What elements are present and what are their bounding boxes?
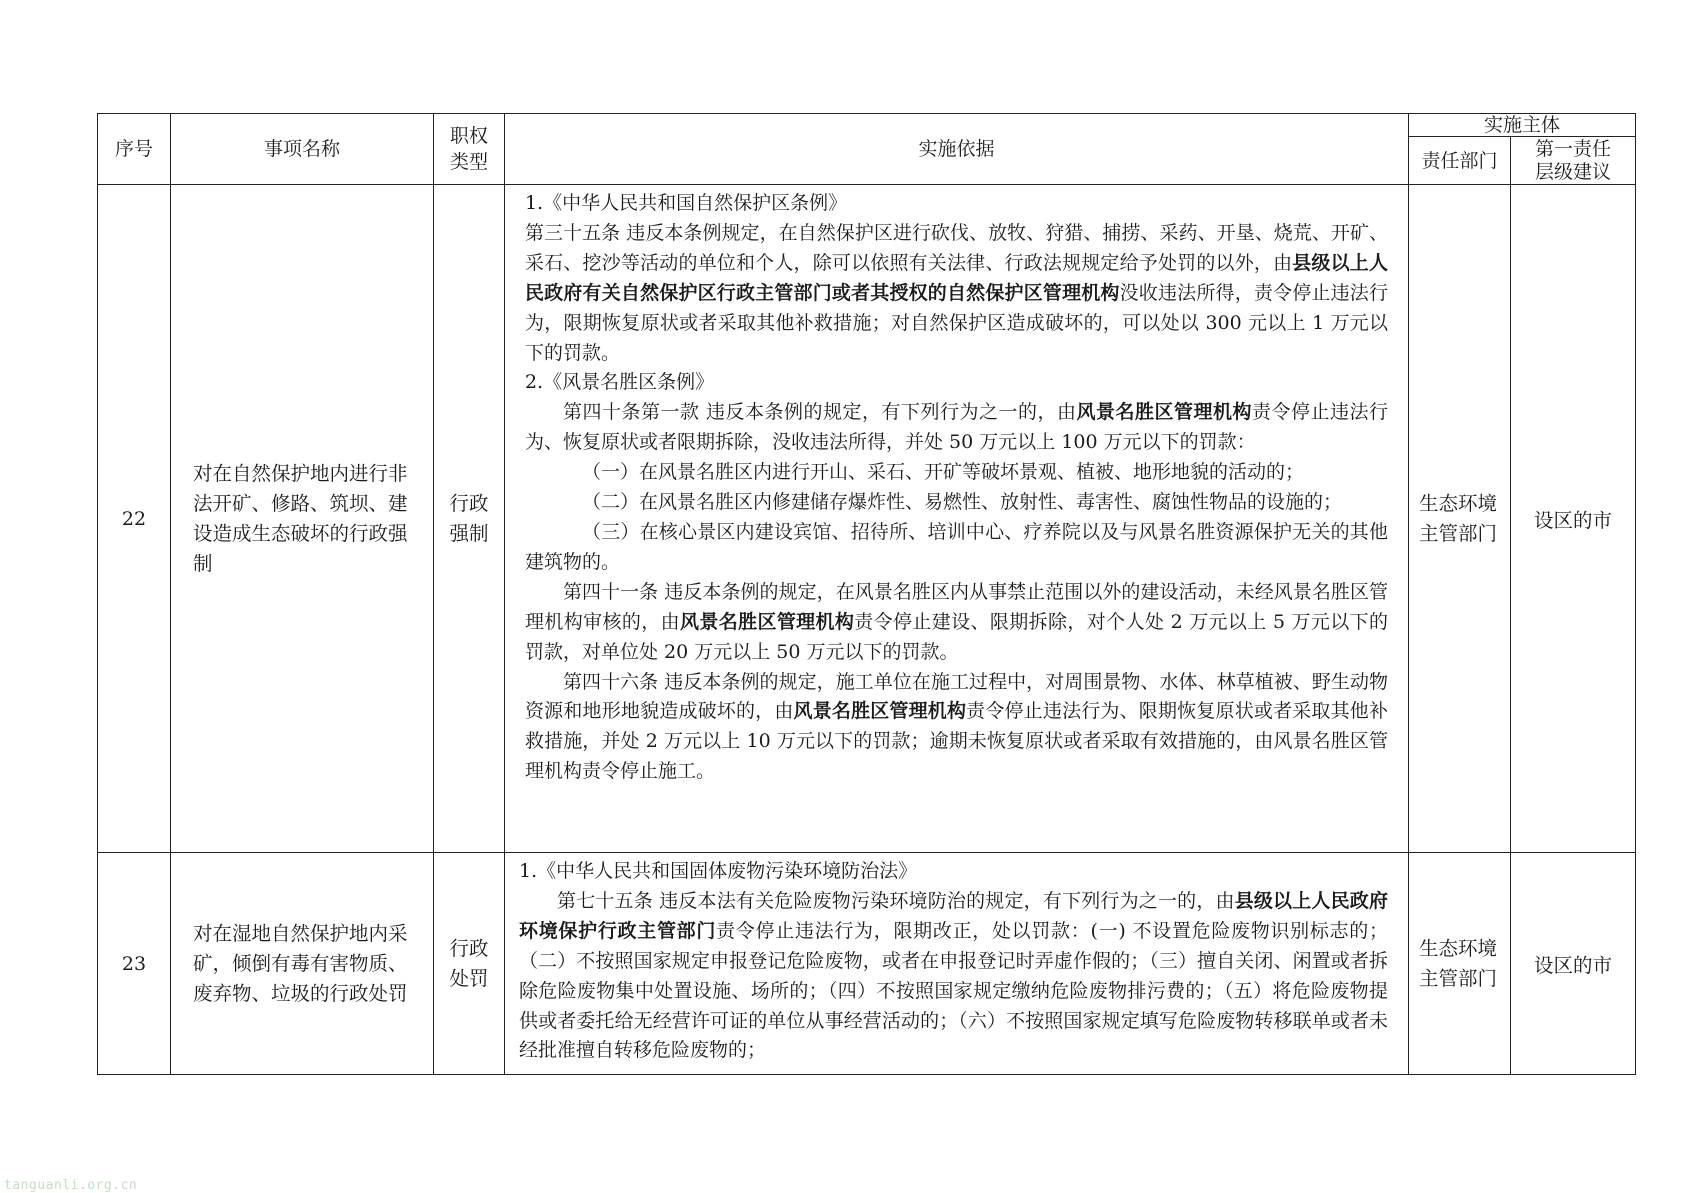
basis-text: 责令停止违法行为，限期改正，处以罚款：(一) 不设置危险废物识别标志的；（二）不按照国家规定申报登记危险废物，或者在申报登记时弄虚作假的；（三）擅自关闭、闲置或者拆除危险废物集中处置设施、场所的；（四）不按照国家规定缴纳危险废物排污费的；（五）将危险废物提供或者委托给无经营许可证的单位从事经营活动的；（六）不按照国家规定填写危险废物转移联单或者未经批准擅自转移危险废物的； bbox=[519, 919, 1388, 1062]
matters-table bbox=[97, 113, 1636, 1075]
header-level-line1: 第一责任 bbox=[1535, 137, 1612, 160]
header-level-line2: 层级建议 bbox=[1535, 160, 1612, 183]
basis-paragraph bbox=[519, 887, 1388, 1066]
row-type-line2: 强制 bbox=[449, 521, 489, 545]
table-row bbox=[98, 853, 1636, 1075]
basis-bold-authority: 风景名胜区管理机构 bbox=[679, 610, 855, 633]
row-basis bbox=[505, 853, 1409, 1075]
header-type-line1: 职权 bbox=[449, 125, 488, 147]
row-basis bbox=[505, 185, 1409, 853]
basis-paragraph: 2.《风景名胜区条例》 bbox=[525, 371, 715, 394]
header-dept: 责任部门 bbox=[1409, 137, 1511, 185]
row-dept: 生态环境主管部门 bbox=[1409, 853, 1511, 1075]
header-subject: 实施主体 bbox=[1409, 114, 1636, 137]
site-watermark: tanguanli.org.cn bbox=[4, 1178, 138, 1193]
row-type-line2: 处罚 bbox=[449, 966, 489, 990]
basis-bold-authority: 县级以上人民政府环境保护行政主管部门 bbox=[519, 889, 1388, 942]
basis-text: 第四十条第一款 违反本条例的规定，有下列行为之一的，由 bbox=[563, 401, 1077, 424]
row-type bbox=[434, 853, 505, 1075]
row-level: 设区的市 bbox=[1511, 853, 1636, 1075]
header-type bbox=[434, 114, 505, 185]
basis-bold-authority: 县级以上人民政府有关自然保护区行政主管部门或者其授权的自然保护区管理机构 bbox=[525, 251, 1388, 304]
basis-bold-authority: 风景名胜区管理机构 bbox=[1076, 401, 1252, 424]
basis-text: 第四十一条 违反本条例的规定，在风景名胜区内从事禁止范围以外的建设活动，未经风景名胜区管理机构审核的，由 bbox=[525, 580, 1388, 633]
row-seq: 22 bbox=[98, 185, 171, 853]
row-seq: 23 bbox=[98, 853, 171, 1075]
basis-text: 第七十五条 违反本法有关危险废物污染环境防治的规定，有下列行为之一的，由 bbox=[557, 889, 1235, 912]
basis-paragraph bbox=[525, 219, 1388, 369]
header-level bbox=[1511, 137, 1636, 185]
header-type-line2: 类型 bbox=[449, 151, 488, 173]
basis-text: 没收违法所得，责令停止违法行为，限期恢复原状或者采取其他补救措施；对自然保护区造成破坏的，可以处以 300 元以上 1 万元以下的罚款。 bbox=[525, 281, 1388, 364]
header-seq: 序号 bbox=[98, 114, 171, 185]
header-name: 事项名称 bbox=[171, 114, 434, 185]
row-dept: 生态环境主管部门 bbox=[1409, 185, 1511, 853]
basis-paragraph: （一）在风景名胜区内进行开山、采石、开矿等破坏景观、植被、地形地貌的活动的； bbox=[582, 461, 1305, 484]
basis-paragraph: 1.《中华人民共和国固体废物污染环境防治法》 bbox=[519, 860, 918, 882]
basis-paragraph: 1.《中华人民共和国自然保护区条例》 bbox=[525, 192, 848, 214]
row-level: 设区的市 bbox=[1511, 185, 1636, 853]
basis-text: 责令停止违法行为、恢复原状或者限期拆除，没收违法所得，并处 50 万元以上 100 万元以下的罚款： bbox=[525, 401, 1388, 454]
row-name: 对在自然保护地内进行非法开矿、修路、筑坝、建设造成生态破坏的行政强制 bbox=[171, 185, 434, 853]
basis-paragraph: （三）在核心景区内建设宾馆、招待所、培训中心、疗养院以及与风景名胜资源保护无关的其他建筑物的。 bbox=[525, 520, 1388, 573]
basis-paragraph bbox=[525, 578, 1388, 668]
basis-text: 责令停止违法行为、限期恢复原状或者采取其他补救措施，并处 2 万元以上 10 万元以下的罚款；逾期未恢复原状或者采取有效措施的，由风景名胜区管理机构责令停止施工。 bbox=[525, 700, 1388, 783]
row-name: 对在湿地自然保护地内采矿，倾倒有毒有害物质、废弃物、垃圾的行政处罚 bbox=[171, 853, 434, 1075]
basis-paragraph: （二）在风景名胜区内修建储存爆炸性、易燃性、放射性、毒害性、腐蚀性物品的设施的； bbox=[582, 491, 1343, 514]
basis-text: 第三十五条 违反本条例规定，在自然保护区进行砍伐、放牧、狩猎、捕捞、采药、开垦、烧荒、开矿、采石、挖沙等活动的单位和个人，除可以依照有关法律、行政法规规定给予处罚的以外，由 bbox=[525, 221, 1388, 274]
table-row bbox=[98, 185, 1636, 853]
row-type-line1: 行政 bbox=[449, 491, 489, 515]
header-row-top bbox=[98, 114, 1636, 137]
basis-text: 责令停止建设、限期拆除，对个人处 2 万元以上 5 万元以下的罚款，对单位处 20 万元以上 50 万元以下的罚款。 bbox=[525, 610, 1388, 663]
basis-bold-authority: 风景名胜区管理机构 bbox=[793, 700, 967, 723]
header-basis: 实施依据 bbox=[505, 114, 1409, 185]
basis-paragraph bbox=[525, 668, 1388, 788]
row-type-line1: 行政 bbox=[449, 936, 489, 960]
basis-text: 第四十六条 违反本条例的规定，施工单位在施工过程中，对周围景物、水体、林草植被、野生动物资源和地形地貌造成破坏的，由 bbox=[525, 670, 1388, 723]
row-type bbox=[434, 185, 505, 853]
basis-paragraph bbox=[525, 398, 1388, 458]
